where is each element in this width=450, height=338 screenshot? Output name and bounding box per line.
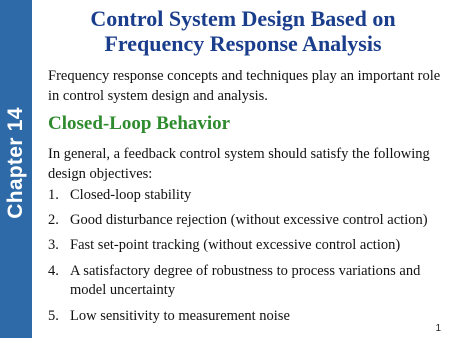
- section-heading: Closed-Loop Behavior: [48, 113, 231, 134]
- objective-item: [48, 262, 443, 300]
- slide-title-line-1: Control System Design Based on: [90, 6, 396, 31]
- objective-item: [48, 307, 443, 326]
- objective-number: 3.: [48, 237, 59, 253]
- objective-number: 2.: [48, 212, 59, 228]
- objective-item: [48, 211, 443, 230]
- objective-text: Low sensitivity to measurement noise: [70, 308, 290, 324]
- page-number: 1: [435, 323, 441, 334]
- slide-title-line-2: Frequency Response Analysis: [104, 31, 382, 56]
- slide-title: [36, 6, 450, 56]
- objective-text: Good disturbance rejection (without excessive control action): [70, 212, 428, 228]
- chapter-label: Chapter 14: [4, 107, 27, 219]
- objective-number: 4.: [48, 263, 59, 279]
- objective-item: [48, 186, 443, 205]
- objective-number: 1.: [48, 187, 59, 203]
- objective-text: A satisfactory degree of robustness to process variations and model uncertainty: [70, 263, 421, 298]
- objective-text: Closed-loop stability: [70, 187, 192, 203]
- lead-paragraph: In general, a feedback control system should satisfy the following design objectives:: [48, 146, 430, 182]
- objective-text: Fast set-point tracking (without excessive control action): [70, 237, 401, 253]
- intro-paragraph: Frequency response concepts and techniques play an important role in control system design and analysis.: [48, 68, 441, 104]
- design-objectives-list: [48, 186, 443, 332]
- objective-number: 5.: [48, 308, 59, 324]
- objective-item: [48, 236, 443, 255]
- chapter-sidebar: [0, 0, 32, 338]
